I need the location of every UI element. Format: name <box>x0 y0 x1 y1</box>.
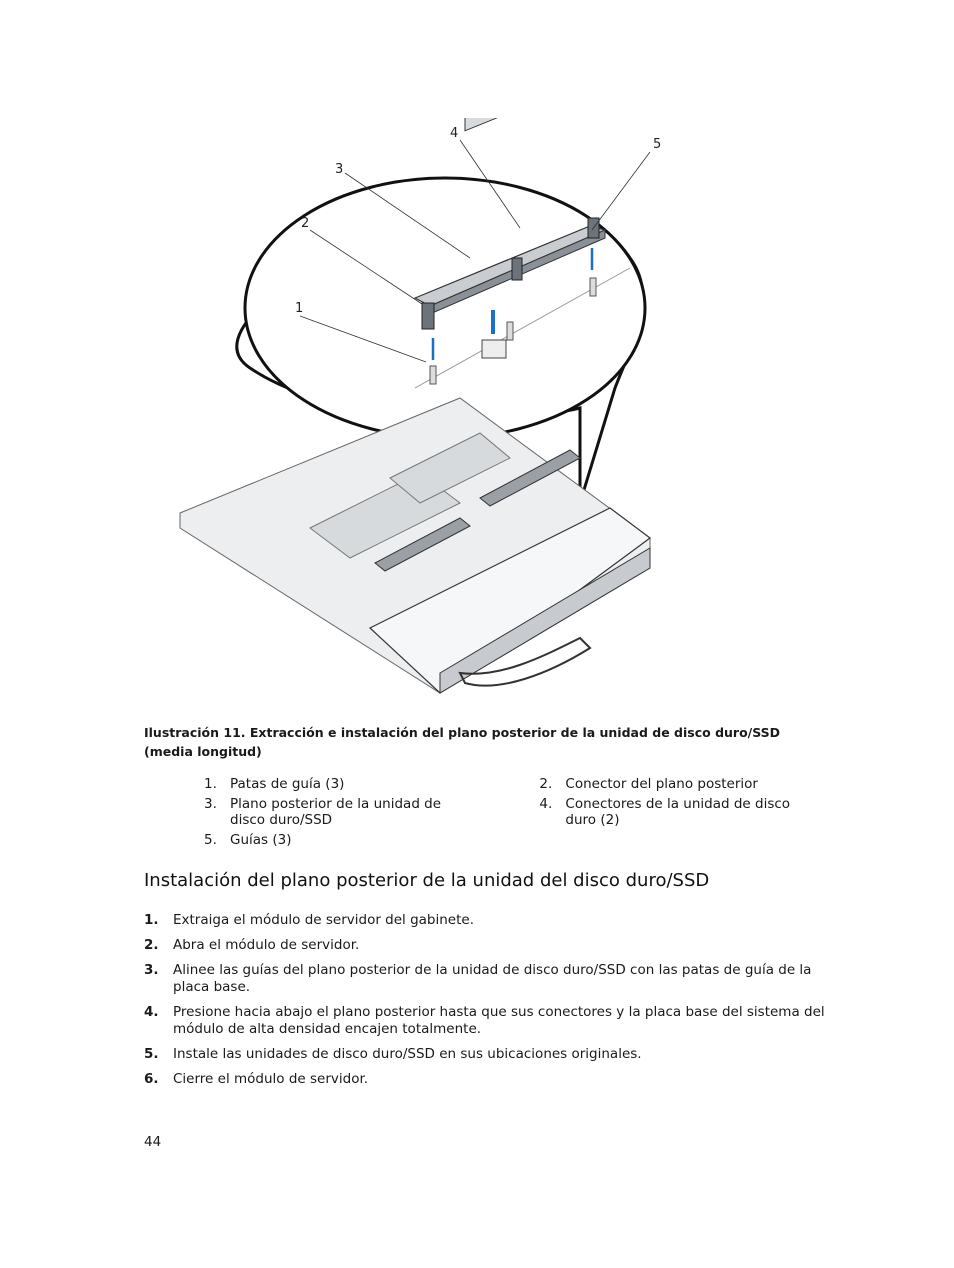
callout-3: 3 <box>335 162 344 177</box>
callout-5: 5 <box>653 137 662 152</box>
step-item: 1. Extraiga el módulo de servidor del gabinete. <box>144 912 475 928</box>
figure-caption: Ilustración 11. Extracción e instalación del plano posterior de la unidad de disco duro/SSD (media longitud) <box>144 725 781 759</box>
backplane-diagram <box>160 118 680 718</box>
figure-legend <box>144 776 844 852</box>
legend-item: 3. Plano posterior de la unidad de disco duro/SSD <box>204 796 442 828</box>
legend-item: 4. Conectores de la unidad de disco duro (2) <box>539 796 791 828</box>
callout-2: 2 <box>301 216 310 231</box>
step-item: 6. Cierre el módulo de servidor. <box>144 1071 369 1087</box>
legend-item: 5. Guías (3) <box>204 832 292 848</box>
legend-item: 1. Patas de guía (3) <box>204 776 345 792</box>
step-item: 5. Instale las unidades de disco duro/SSD en sus ubicaciones originales. <box>144 1046 642 1062</box>
page-number: 44 <box>144 1134 162 1150</box>
section-heading: Instalación del plano posterior de la unidad del disco duro/SSD <box>144 870 710 891</box>
figure-illustration <box>160 118 680 718</box>
callout-4: 4 <box>450 126 459 141</box>
callout-1: 1 <box>295 301 304 316</box>
procedure-steps <box>144 912 844 1096</box>
legend-item: 2. Conector del plano posterior <box>539 776 758 792</box>
step-item: 4. Presione hacia abajo el plano posterior hasta que sus conectores y la placa base del sistema del módulo de alta densidad encajen totalmente. <box>144 1004 825 1037</box>
step-item: 2. Abra el módulo de servidor. <box>144 937 360 953</box>
step-item: 3. Alinee las guías del plano posterior de la unidad de disco duro/SSD con las patas de guía de la placa base. <box>144 962 812 995</box>
